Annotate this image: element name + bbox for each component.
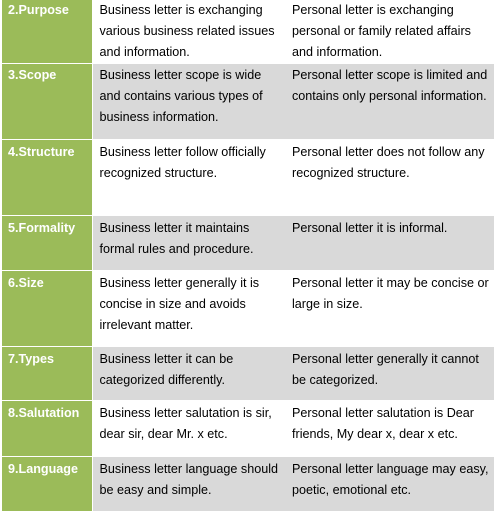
- table-row-types: [2, 347, 494, 401]
- business-letter-cell: Business letter language should be easy and simple.: [92, 457, 285, 512]
- personal-letter-cell: Personal letter generally it cannot be categorized.: [285, 347, 494, 401]
- table-row-purpose: [2, 0, 494, 64]
- business-letter-cell: Business letter is exchanging various business related issues and information.: [92, 0, 285, 64]
- row-topic: 2.Purpose: [2, 0, 92, 64]
- row-topic: 8.Salutation: [2, 401, 92, 457]
- business-letter-cell: Business letter it maintains formal rules and procedure.: [92, 216, 285, 271]
- row-topic: 4.Structure: [2, 140, 92, 216]
- personal-letter-cell: Personal letter language may easy, poetic, emotional etc.: [285, 457, 494, 512]
- table-row-formality: [2, 216, 494, 271]
- table-row-language: [2, 457, 494, 512]
- personal-letter-cell: Personal letter does not follow any recognized structure.: [285, 140, 494, 216]
- personal-letter-cell: Personal letter is exchanging personal or family related affairs and information.: [285, 0, 494, 64]
- personal-letter-cell: Personal letter scope is limited and contains only personal information.: [285, 64, 494, 140]
- row-topic: 6.Size: [2, 271, 92, 347]
- business-letter-cell: Business letter follow officially recognized structure.: [92, 140, 285, 216]
- personal-letter-cell: Personal letter it may be concise or large in size.: [285, 271, 494, 347]
- business-letter-cell: Business letter scope is wide and contains various types of business information.: [92, 64, 285, 140]
- row-topic: 5.Formality: [2, 216, 92, 271]
- row-topic: 7.Types: [2, 347, 92, 401]
- personal-letter-cell: Personal letter salutation is Dear friends, My dear x, dear x etc.: [285, 401, 494, 457]
- table-row-size: [2, 271, 494, 347]
- table-row-scope: [2, 64, 494, 140]
- personal-letter-cell: Personal letter it is informal.: [285, 216, 494, 271]
- row-topic: 9.Language: [2, 457, 92, 512]
- row-topic: 3.Scope: [2, 64, 92, 140]
- comparison-table: [2, 0, 494, 512]
- table-row-salutation: [2, 401, 494, 457]
- business-letter-cell: Business letter generally it is concise in size and avoids irrelevant matter.: [92, 271, 285, 347]
- table-row-structure: [2, 140, 494, 216]
- business-letter-cell: Business letter it can be categorized differently.: [92, 347, 285, 401]
- business-letter-cell: Business letter salutation is sir, dear sir, dear Mr. x etc.: [92, 401, 285, 457]
